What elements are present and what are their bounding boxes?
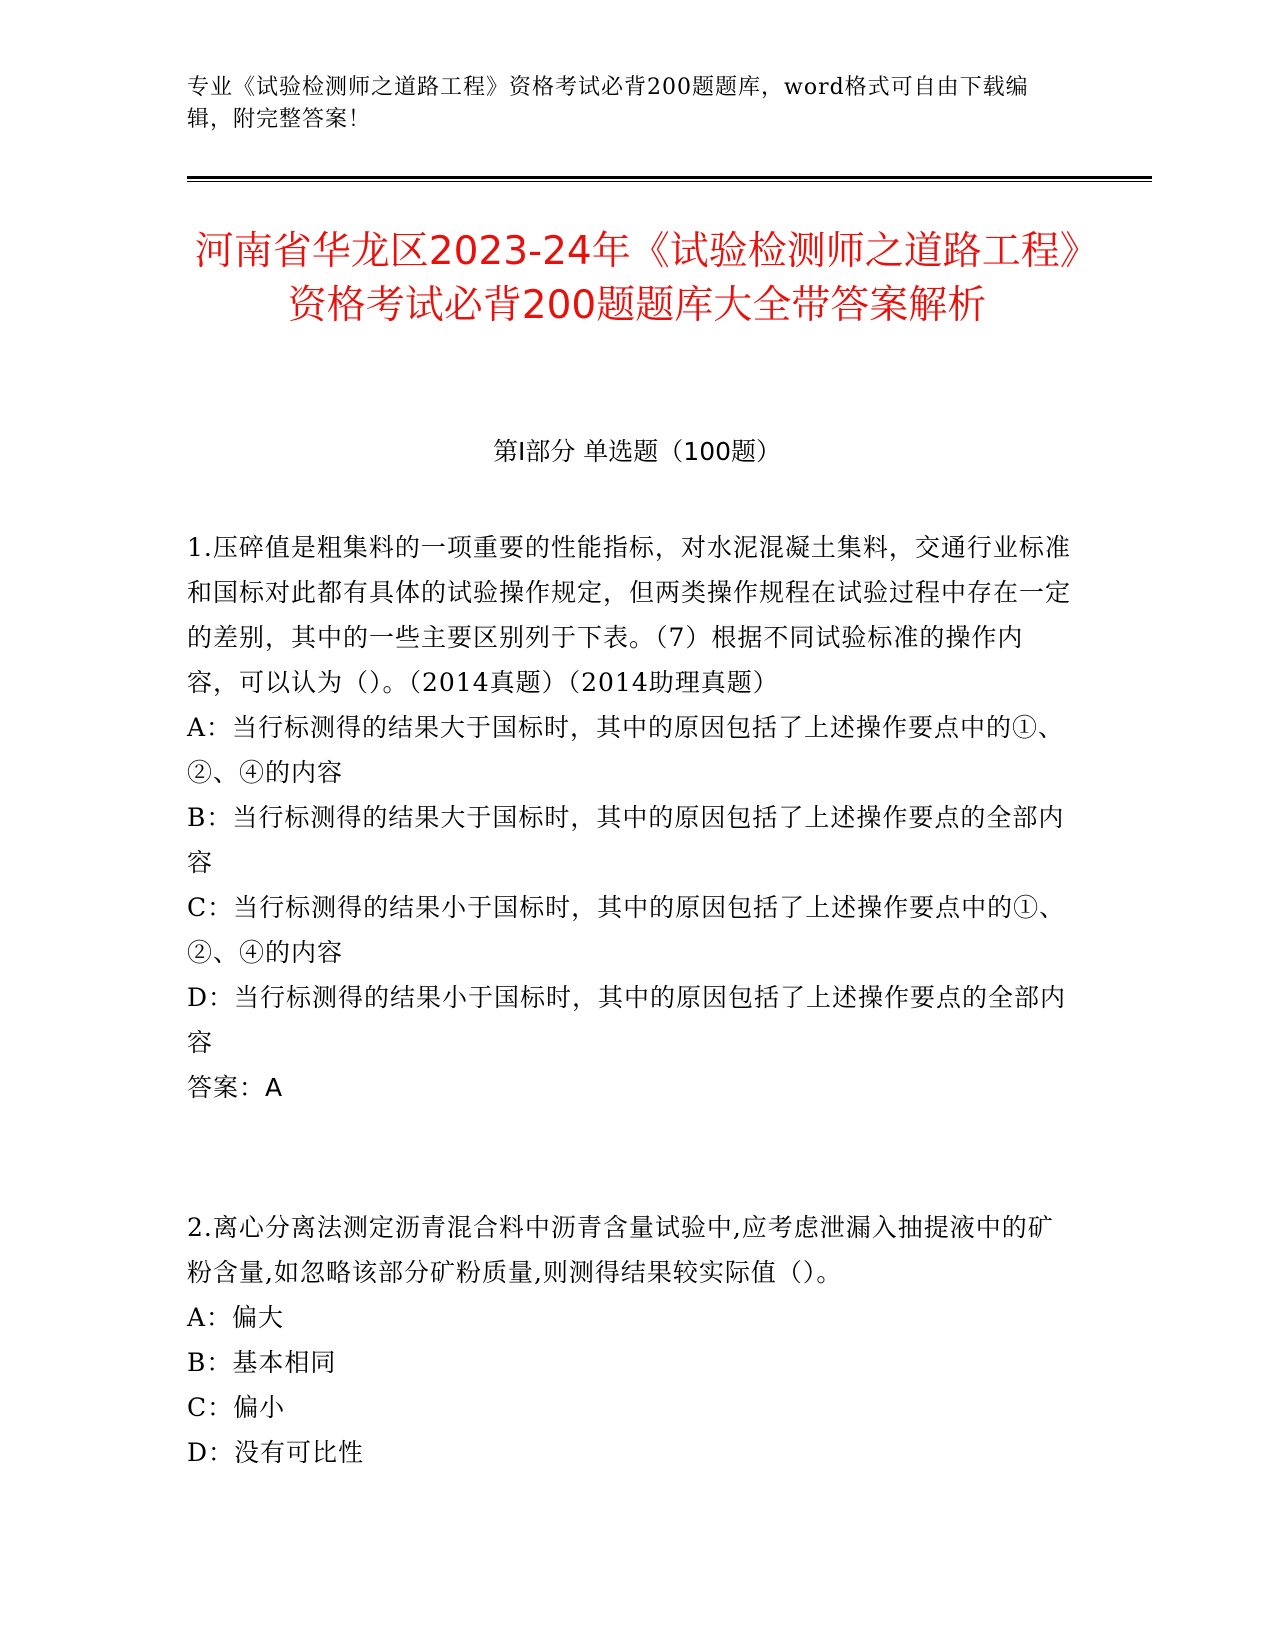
option-c: C：当行标测得的结果小于国标时，其中的原因包括了上述操作要点中的①、②、④的内容 [187,893,1066,967]
document-title: 河南省华龙区2023-24年《试验检测师之道路工程》资格考试必背200题题库大全带答案解析 [194,229,1080,328]
header-divider [187,176,1152,182]
option-a: A：偏大 [187,1303,285,1332]
page-header: 专业《试验检测师之道路工程》资格考试必背200题题库，word格式可自由下载编辑，附完整答案！ [187,75,1029,132]
question-text: 2.离心分离法测定沥青混合料中沥青含量试验中,应考虑泄漏入抽提液中的矿粉含量,如忽略该部分矿粉质量,则测得结果较实际值（）。 [187,1213,1054,1287]
question-text: 1.压碎值是粗集料的一项重要的性能指标，对水泥混凝土集料，交通行业标准和国标对此都有具体的试验操作规定，但两类操作规程在试验过程中存在一定的差别，其中的一些主要区别列于下表。（7）根据不同试验标准的操作内容，可以认为（）。（2014真题）（2014助理真题） [187,533,1072,697]
option-b: B：当行标测得的结果大于国标时，其中的原因包括了上述操作要点的全部内容 [187,803,1065,877]
question-2 [187,1205,1072,1475]
option-d: D：没有可比性 [187,1438,365,1467]
option-a: A：当行标测得的结果大于国标时，其中的原因包括了上述操作要点中的①、②、④的内容 [187,713,1065,787]
option-d: D：当行标测得的结果小于国标时，其中的原因包括了上述操作要点的全部内容 [187,983,1067,1057]
option-c: C：偏小 [187,1393,286,1422]
question-1 [187,525,1072,1111]
answer: 答案：A [187,1073,284,1102]
option-b: B：基本相同 [187,1348,337,1377]
section-heading: 第I部分 单选题（100题） [492,437,782,466]
